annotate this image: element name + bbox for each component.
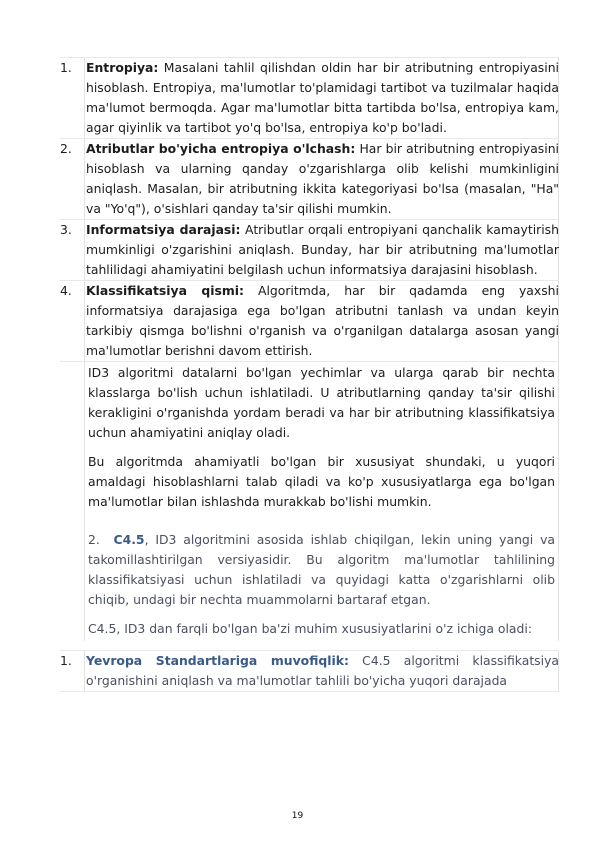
list-number: 1.: [60, 60, 72, 75]
list-item-title: Atributlar bo'yicha entropiya o'lchash:: [86, 141, 356, 156]
list-item-body: C4.5 algoritmi klassifikatsiya o'rganishini aniqlash va ma'lumotlar tahlili bo'yicha yuqori darajada: [86, 653, 559, 688]
list-number: 1.: [60, 653, 72, 668]
list-number: 2.: [60, 141, 72, 156]
list-number: 3.: [60, 222, 72, 237]
list-number: 4.: [60, 283, 72, 298]
paragraph: C4.5, ID3 dan farqli bo'lgan ba'zi muhim xususiyatlarini o'z ichiga oladi:: [88, 621, 532, 636]
section-paragraph-c45: [88, 530, 555, 610]
list-item-title: Klassifikatsiya qismi:: [86, 283, 244, 298]
list-item-title: Informatsiya darajasi:: [86, 222, 241, 237]
list-item: [60, 280, 559, 362]
list-item-title: Yevropa Standartlariga muvofiqlik:: [86, 653, 349, 668]
list-item: [60, 219, 559, 280]
page-number: 19: [291, 811, 304, 821]
numbered-list-entropy: [60, 57, 559, 362]
list-item-title: Entropiya:: [86, 60, 159, 75]
list-item: [60, 57, 559, 138]
list-item-body: Atributlar orqali entropiyani qanchalik kamaytirish mumkinligi o'zgarishini aniqlash. Bunday, har bir atributning ma'lumotlar tahlilidagi ahamiyatini belgilash uchun informatsiya darajasini hisoblash.: [86, 222, 559, 277]
list-item: [60, 138, 559, 219]
section-title: C4.5: [113, 532, 145, 547]
paragraph: Bu algoritmda ahamiyatli bo'lgan bir xususiyat shundaki, u yuqori amaldagi hisoblashlarni talab qiladi va ko'p xususiyatlarga ega bo'lgan ma'lumotlar bilan ishlashda murakkab bo'lishi mumkin.: [88, 454, 555, 509]
paragraph: ID3 algoritmi datalarni bo'lgan yechimlar va ularga qarab bir nechta klasslarga bo'lish uchun ishlatiladi. U atributlarning qanday ta'sir qilishi kerakligini o'rganishda yordam beradi va har bir atributning klassifikatsiya uchun ahamiyatini aniqlay oladi.: [88, 365, 555, 440]
section-number: 2.: [88, 532, 100, 547]
numbered-list-c45: [60, 650, 559, 692]
list-item: [60, 650, 559, 692]
list-item-body: Masalani tahlil qilishdan oldin har bir atributning entropiyasini hisoblash. Entropiya, ma'lumotlar to'plamidagi tartibot va tuzilmalar haqida ma'lumot bermoqda. Agar ma'lumotlar bitta tartibda bo'lsa, entropiya kam, agar qiyinlik va tartibot yo'q bo'lsa, entropiya ko'p bo'ladi.: [86, 60, 559, 135]
document-page: [60, 57, 559, 692]
body-section: [84, 362, 559, 641]
list-item-body: Algoritmda, har bir qadamda eng yaxshi informatsiya darajasiga ega bo'lgan atributni tanlash va undan keyin tarkibiy qismga bo'lishni o'rganish va o'rganilgan datalarga asosan yangi ma'lumotlar berishni davom ettirish.: [86, 283, 559, 358]
list-item-body: Har bir atributning entropiyasini hisoblash va ularning qanday o'zgarishlarga olib kelishi mumkinligini aniqlash. Masalan, bir atributning ikkita kategoriyasi bo'lsa (masalan, "Ha" va "Yo'q"), o'sishlari qanday ta'sir qilishi mumkin.: [86, 141, 559, 216]
section-body: , ID3 algoritmini asosida ishlab chiqilgan, lekin uning yangi va takomillashtirilgan versiyasidir. Bu algoritm ma'lumotlar tahlilining klassifikatsiyasi uchun ishlatiladi va quyidagi katta o'zgarishlarni olib chiqib, undagi bir nechta muammolarni bartaraf etgan.: [88, 532, 555, 607]
